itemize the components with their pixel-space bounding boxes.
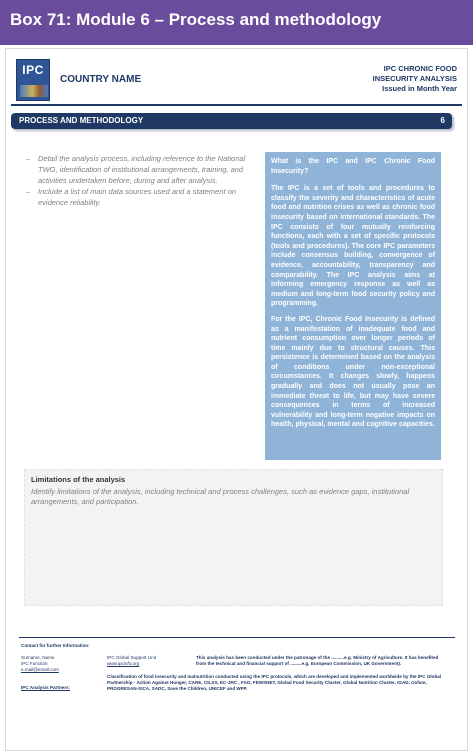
analysis-partners-link[interactable]: IPC Analysis Partners: [21, 685, 71, 690]
contact-email-link[interactable]: e.mail@email.com [21, 667, 59, 672]
section-title: PROCESS AND METHODOLOGY [19, 116, 144, 125]
patronage-statement: This analysis has been conducted under the patronage of the ..........e.g. Ministry of Agriculture. It has benefited from the technical and financial support of .........e.g. European Commission, UK Government). [196, 655, 439, 666]
contact-name: Surname, Name [21, 655, 55, 660]
classification-statement: Classification of food insecurity and malnutrition conducted using the IPC protocols, which are developed and implemented worldwide by the IPC Global Partnership - Action Against Hunger, CARE, CILSS, EC-JRC , FAO, FEWSNET, Global Food Security Cluster, Global Nutrition Cluster, IGAD, Oxfam, PROGRESAN-SICA, SADC, Save the Children, UNICEF and WFP. [107, 674, 442, 691]
guidance-item: – Include a list of main data sources used and a statement on evidence reliability. [26, 186, 258, 208]
info-box-paragraph-ipc: The IPC is a set of tools and procedures to classify the severity and characteristics of acute food and nutrition crises as well as chronic food insecurity based on international standards. The IPC consists of four mutually reinforcing functions, each with a set of specific protocols (tools and procedures). The core IPC parameters include consensus building, convergence of evidence, accountability, transparency and comparability. The IPC analysis aims at informing emergency response as well as medium and long-term food security policy and programming. [271, 185, 435, 308]
box-title: Box 71: Module 6 – Process and methodology [10, 10, 382, 29]
section-header-bar [11, 113, 452, 129]
contact-label: Contact for further Information: [21, 643, 90, 648]
limitations-text: Identify limitations of the analysis, including technical and process challenges, such as evidence gaps, institutional arrangements, and participation. [31, 487, 410, 506]
info-box-paragraph-chronic: For the IPC, Chronic Food Insecurity is defined as a manifestation of inadequate food and nutrient consumption over longer periods of time mainly due to structural causes. This persistence is determined based on the analysis of conditions under non-exceptional circumstances. It changes slowly, happens gradually and does not usually pose an immediate threat to life, but may have severe consequences in terms of increased vulnerability and long-term negative impacts on health, physical, mental and cognitive capacities. [271, 315, 435, 429]
limitations-title: Limitations of the analysis [31, 475, 126, 484]
section-number: 6 [440, 116, 445, 125]
country-name: COUNTRY NAME [60, 74, 142, 85]
report-title-line-1: IPC CHRONIC FOOD [383, 64, 457, 73]
report-title-block [373, 64, 457, 94]
logo-image-band [20, 85, 48, 97]
box-title-banner [0, 0, 473, 45]
ipc-logo-text: IPC [22, 63, 44, 77]
ipc-logo [16, 59, 50, 101]
contact-function: IPC Function [21, 661, 48, 666]
info-box-heading: What is the IPC and IPC Chronic Food Insecurity? [271, 158, 435, 175]
website-link[interactable]: www.ipcinfo.org [107, 661, 140, 666]
report-header [11, 54, 462, 106]
ipc-info-box [265, 152, 441, 460]
report-title-line-2: INSECURITY ANALYSIS [372, 74, 457, 83]
support-unit [107, 655, 187, 667]
report-page [5, 48, 468, 751]
limitations-box [24, 469, 443, 606]
guidance-list [26, 153, 258, 208]
support-unit-name: IPC Global Support Unit [107, 655, 157, 660]
footer-divider [19, 637, 455, 638]
guidance-item: – Detail the analysis process, including reference to the National TWG, identification of institutional arrangements, training, and activities undertaken before, during and after analysis. [26, 153, 258, 186]
contact-details [21, 655, 101, 673]
report-issue-date: Issued in Month Year [382, 84, 457, 93]
